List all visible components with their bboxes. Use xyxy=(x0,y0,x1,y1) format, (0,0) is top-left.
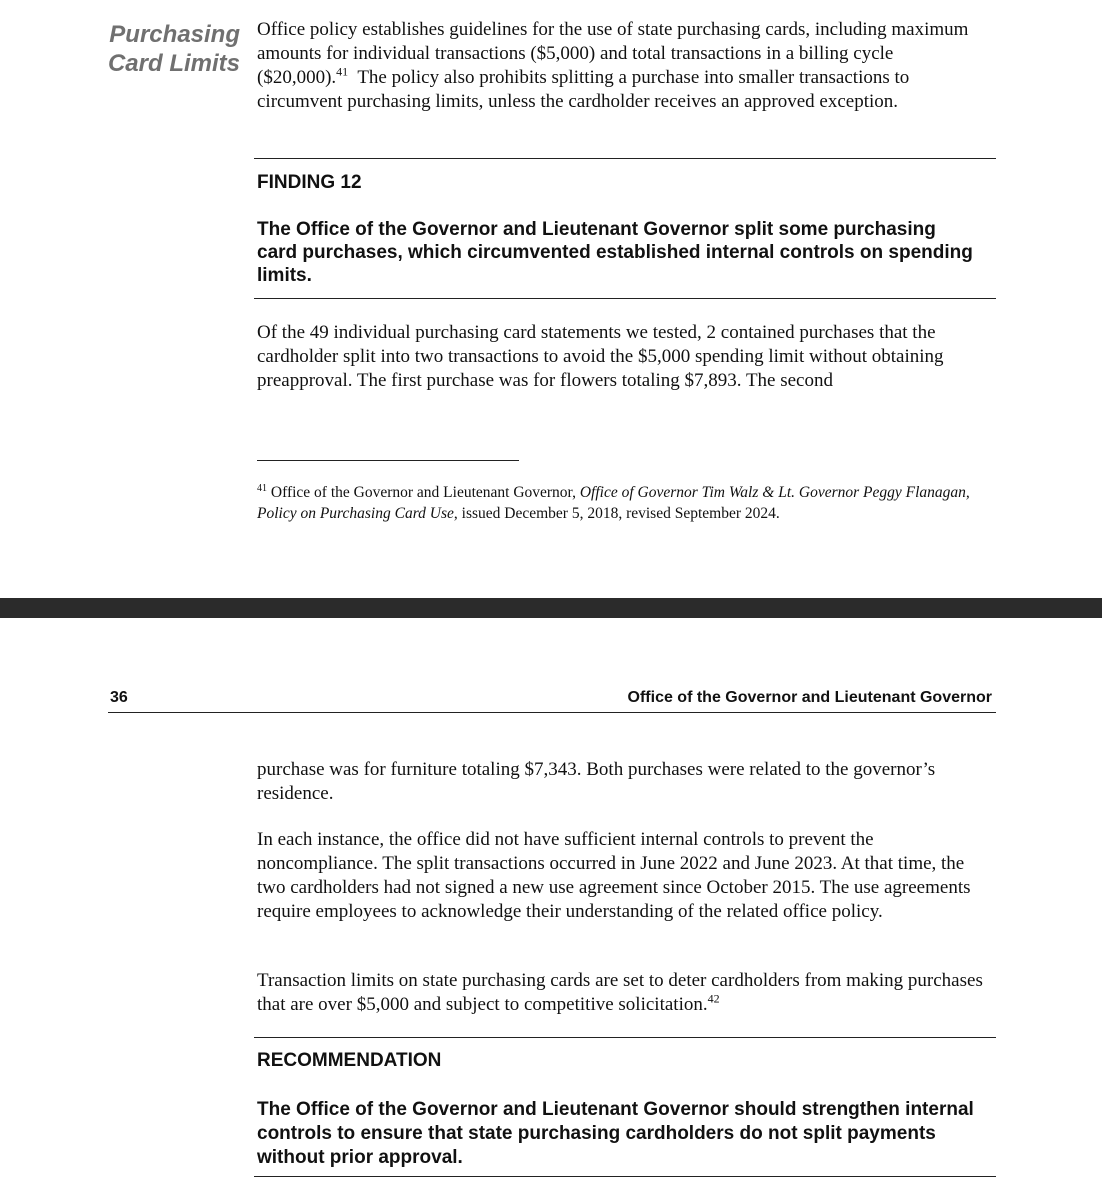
page-top xyxy=(0,0,1102,598)
footnote-number: 41 xyxy=(257,482,267,494)
footnote-separator xyxy=(257,460,519,461)
intro-paragraph xyxy=(257,18,977,114)
finding-bottom-rule xyxy=(254,298,996,299)
finding-statement: The Office of the Governor and Lieutenant Governor split some purchasing card purchases, which circumvented established internal controls on spending limits. xyxy=(257,219,973,286)
footnote-ref-42: 42 xyxy=(707,991,720,1006)
side-heading xyxy=(60,20,240,78)
continued-paragraph: purchase was for furniture totaling $7,343. Both purchases were related to the governor’s residence. xyxy=(257,759,936,804)
page-header xyxy=(108,688,996,713)
limits-paragraph-text: Transaction limits on state purchasing cards are set to deter cardholders from making purchases that are over $5,000 and subject to competitive solicitation. xyxy=(257,970,983,1015)
footnote-suffix: , issued December 5, 2018, revised September 2024. xyxy=(453,505,780,522)
footnote-title: Office of Governor Tim Walz & Lt. Governor Peggy Flanagan, Policy on Purchasing Card Use xyxy=(257,484,970,522)
page-divider xyxy=(0,598,1102,618)
side-heading-line-2: Card Limits xyxy=(107,50,240,77)
limits-paragraph xyxy=(257,969,987,1017)
recommendation-bottom-rule xyxy=(254,1176,996,1177)
recommendation-label: RECOMMENDATION xyxy=(257,1050,442,1071)
footnote-41 xyxy=(257,482,997,524)
running-title: Office of the Governor and Lieutenant Governor xyxy=(627,689,992,706)
page-number: 36 xyxy=(110,689,128,706)
finding-top-rule xyxy=(254,158,996,159)
finding-paragraph: Of the 49 individual purchasing card statements we tested, 2 contained purchases that the cardholder split into two transactions to avoid the $5,000 spending limit without obtaining preapproval. The first purchase was for flowers totaling $7,893. The second xyxy=(257,322,944,391)
finding-label: FINDING 12 xyxy=(257,172,362,193)
footnote-prefix: Office of the Governor and Lieutenant Governor, xyxy=(270,484,576,501)
recommendation-top-rule xyxy=(254,1037,996,1038)
recommendation-statement: The Office of the Governor and Lieutenant Governor should strengthen internal controls to ensure that state purchasing cardholders do not split payments without prior approval. xyxy=(257,1099,974,1168)
page-bottom xyxy=(0,618,1102,1200)
intro-paragraph-text: Office policy establishes guidelines for the use of state purchasing cards, including maximum amounts for individual transactions ($5,000) and total transactions in a billing cycle ($20,000). xyxy=(257,19,969,88)
intro-paragraph-rest: The policy also prohibits splitting a purchase into smaller transactions to circumvent purchasing limits, unless the cardholder receives an approved exception. xyxy=(257,67,910,112)
side-heading-line-1: Purchasing xyxy=(109,21,240,48)
footnote-ref-41: 41 xyxy=(336,64,349,79)
controls-paragraph: In each instance, the office did not have sufficient internal controls to prevent the noncompliance. The split transactions occurred in June 2022 and June 2023. At that time, the two cardholders had not signed a new use agreement since October 2015. The use agreements require employees to acknowledge their understanding of the related office policy. xyxy=(257,829,971,922)
